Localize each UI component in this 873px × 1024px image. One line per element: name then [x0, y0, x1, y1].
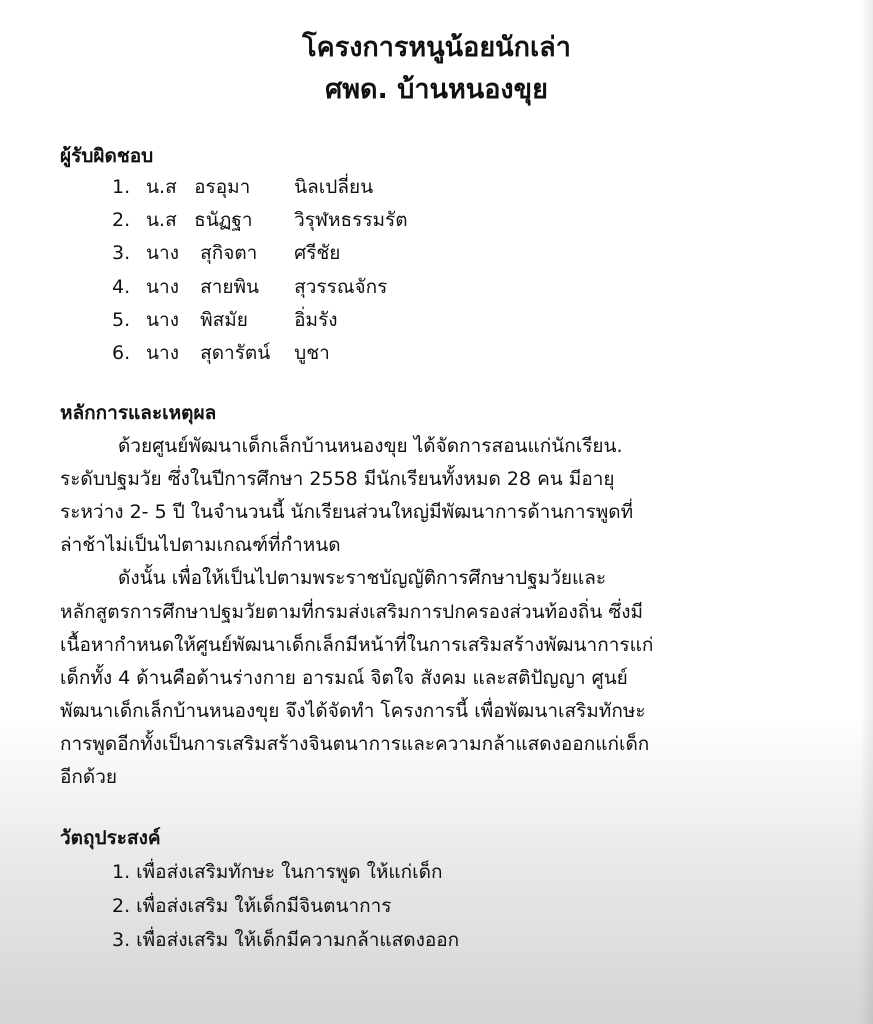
- page-edge-shadow: [859, 0, 873, 1024]
- objectives-heading: วัตถุประสงค์: [60, 827, 161, 849]
- responsible-person: [112, 211, 408, 230]
- person-surname: สุวรรณจักร: [294, 276, 388, 298]
- person-title: น.ส: [146, 209, 177, 231]
- document-subtitle: ศพด. บ้านหนองขุย: [325, 74, 548, 105]
- objective-item: 1. เพื่อส่งเสริมทักษะ ในการพูด ให้แก่เด็ก: [112, 861, 443, 883]
- responsible-person: [112, 344, 330, 363]
- objective-item: 3. เพื่อส่งเสริม ให้เด็กมีความกล้าแสดงออก: [112, 929, 460, 951]
- person-given-name: อรอุมา: [194, 176, 251, 198]
- rationale-line: ล่าช้าไม่เป็นไปตามเกณฑ์ที่กำหนด: [60, 534, 341, 556]
- person-title: นาง: [146, 242, 179, 264]
- rationale-line: เด็กทั้ง 4 ด้านคือด้านร่างกาย อารมณ์ จิตใจ สังคม และสติปัญญา ศูนย์: [60, 667, 628, 689]
- document-title: โครงการหนูน้อยนักเล่า: [302, 32, 571, 63]
- person-number: 5.: [112, 309, 131, 331]
- person-title: นาง: [146, 309, 179, 331]
- responsible-person: [112, 311, 338, 330]
- rationale-line: ด้วยศูนย์พัฒนาเด็กเล็กบ้านหนองขุย ได้จัดการสอนแก่นักเรียน.: [118, 435, 623, 457]
- responsible-person: [112, 278, 387, 297]
- person-surname: ศรีชัย: [294, 242, 341, 264]
- person-given-name: สายพิน: [200, 276, 260, 298]
- person-title: น.ส: [146, 176, 177, 198]
- person-title: นาง: [146, 342, 179, 364]
- person-given-name: สุกิจตา: [200, 242, 258, 264]
- person-surname: อิ่มรัง: [294, 309, 338, 331]
- rationale-line: หลักสูตรการศึกษาปฐมวัยตามที่กรมส่งเสริมการปกครองส่วนท้องถิ่น ซึ่งมี: [60, 601, 644, 623]
- person-surname: บูชา: [294, 342, 330, 364]
- rationale-line: ระดับปฐมวัย ซึ่งในปีการศึกษา 2558 มีนักเรียนทั้งหมด 28 คน มีอายุ: [60, 468, 615, 490]
- person-given-name: สุดารัตน์: [200, 342, 271, 364]
- rationale-line: พัฒนาเด็กเล็กบ้านหนองขุย จึงได้จัดทำ โครงการนี้ เพื่อพัฒนาเสริมทักษะ: [60, 700, 646, 722]
- person-number: 3.: [112, 242, 131, 264]
- person-surname: วิรุฬหธรรมรัต: [294, 209, 408, 231]
- rationale-line: การพูดอีกทั้งเป็นการเสริมสร้างจินตนาการและความกล้าแสดงออกแก่เด็ก: [60, 733, 650, 755]
- responsible-person: [112, 244, 340, 263]
- person-number: 4.: [112, 276, 131, 298]
- responsible-heading: ผู้รับผิดชอบ: [60, 145, 154, 167]
- person-given-name: พิสมัย: [200, 309, 248, 331]
- responsible-person: [112, 178, 373, 197]
- rationale-line: ระหว่าง 2- 5 ปี ในจำนวนนี้ นักเรียนส่วนใหญ่มีพัฒนาการด้านการพูดที่: [60, 501, 634, 523]
- rationale-heading: หลักการและเหตุผล: [60, 402, 217, 424]
- person-surname: นิลเปลี่ยน: [294, 176, 374, 198]
- rationale-line: ดังนั้น เพื่อให้เป็นไปตามพระราชบัญญัติการศึกษาปฐมวัยและ: [118, 567, 607, 589]
- person-number: 6.: [112, 342, 131, 364]
- person-number: 2.: [112, 209, 131, 231]
- rationale-line: เนื้อหากำหนดให้ศูนย์พัฒนาเด็กเล็กมีหน้าที่ในการเสริมสร้างพัฒนาการแก่: [60, 634, 654, 656]
- rationale-line: อีกด้วย: [60, 766, 118, 788]
- objective-item: 2. เพื่อส่งเสริม ให้เด็กมีจินตนาการ: [112, 895, 392, 917]
- person-number: 1.: [112, 176, 131, 198]
- person-given-name: ธนัฏฐา: [194, 209, 253, 231]
- person-title: นาง: [146, 276, 179, 298]
